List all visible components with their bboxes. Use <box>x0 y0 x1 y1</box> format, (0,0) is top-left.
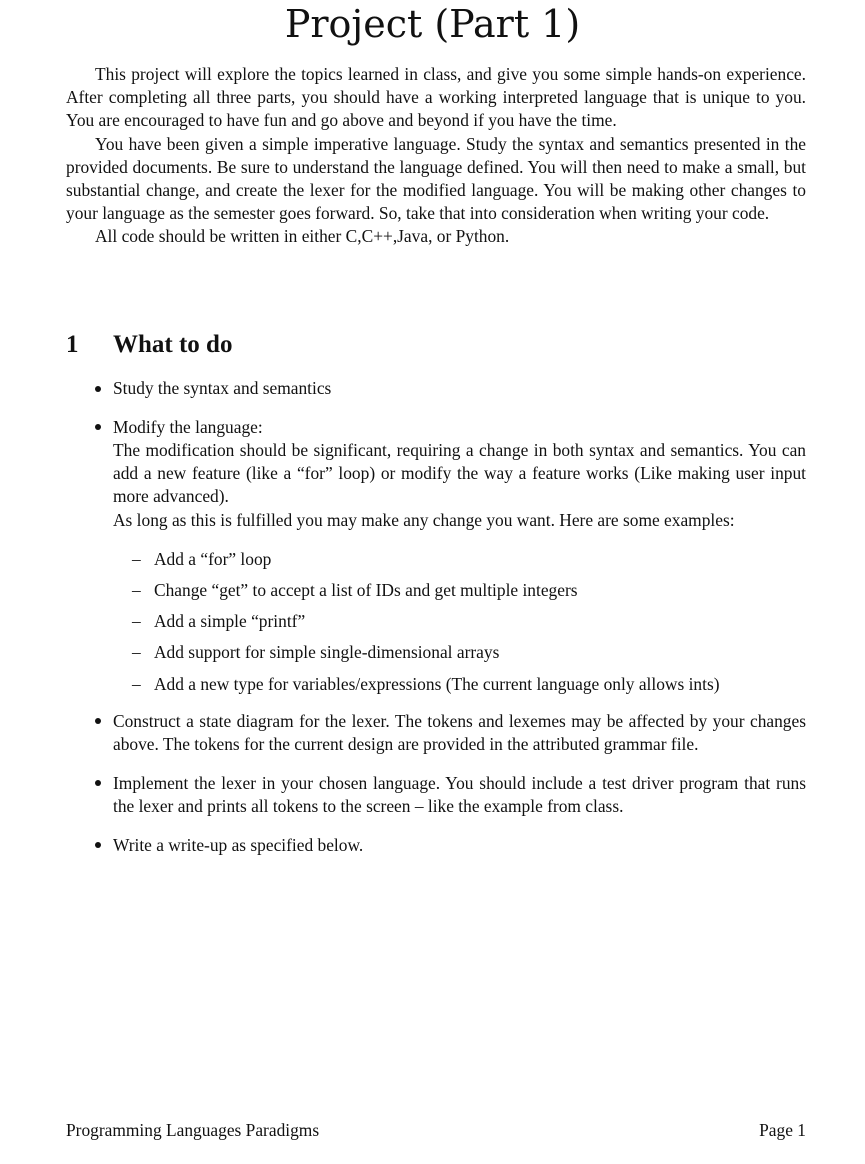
task-item-writeup <box>66 834 806 857</box>
task-item-state-diagram <box>66 710 806 756</box>
intro-section <box>66 63 806 249</box>
bullet-icon <box>93 772 103 795</box>
dash-icon: – <box>132 611 141 632</box>
task-implement-text: Implement the lexer in your chosen language. You should include a test driver program that runs the lexer and prints all tokens to the screen – like the example from class. <box>113 772 806 816</box>
example-item: – Add a “for” loop <box>113 548 806 571</box>
bullet-icon <box>93 377 103 400</box>
intro-paragraph-3: All code should be written in either C,C++,Java, or Python. <box>95 226 510 247</box>
dash-icon: – <box>132 642 141 663</box>
task-modify-note: As long as this is fulfilled you may make any change you want. Here are some examples: <box>113 509 735 530</box>
dash-icon: – <box>132 579 141 600</box>
example-item: – Add a simple “printf” <box>113 610 806 633</box>
bullet-icon <box>93 710 103 733</box>
task-item-implement <box>66 772 806 818</box>
examples-list <box>113 548 806 696</box>
dash-icon: – <box>132 673 141 694</box>
example-item: – Add support for simple single-dimensional arrays <box>113 641 806 664</box>
task-state-diagram-text: Construct a state diagram for the lexer. The tokens and lexemes may be affected by your changes above. The tokens for the current design are provided in the attributed grammar file. <box>113 710 806 754</box>
task-modify-heading: Modify the language: <box>113 416 263 437</box>
intro-paragraph-1: This project will explore the topics learned in class, and give you some simple hands-on experience. After completing all three parts, you should have a working interpreted language that is unique to you. You are encouraged to have fun and go above and beyond if you have the time. <box>66 64 806 131</box>
bullet-icon <box>93 416 103 439</box>
footer-page-number: Page 1 <box>759 1120 806 1140</box>
footer-course: Programming Languages Paradigms <box>66 1120 320 1140</box>
section-heading <box>66 328 232 362</box>
task-item-study <box>66 377 806 400</box>
task-writeup-text: Write a write-up as specified below. <box>113 834 364 855</box>
task-modify-description: The modification should be significant, requiring a change in both syntax and semantics. You can add a new feature (like a “for” loop) or modify the way a feature works (Like making user input more advanced). <box>113 439 806 507</box>
task-study-text: Study the syntax and semantics <box>113 378 332 398</box>
bullet-icon <box>93 834 103 857</box>
intro-paragraph-2: You have been given a simple imperative language. Study the syntax and semantics presented in the provided documents. Be sure to understand the language defined. You will then need to make a small, but substantial change, and create the lexer for the modified language. You will be making other changes to your language as the semester goes forward. So, take that into consideration when writing your code. <box>66 133 806 224</box>
section-title: What to do <box>113 331 233 358</box>
page-title: Project (Part 1) <box>284 2 581 46</box>
section-number: 1 <box>66 331 79 358</box>
example-item: – Add a new type for variables/expressions (The current language only allows ints) <box>113 673 806 696</box>
example-item: – Change “get” to accept a list of IDs and get multiple integers <box>113 579 806 602</box>
task-item-modify <box>66 416 806 696</box>
dash-icon: – <box>132 548 141 569</box>
task-list <box>66 377 806 872</box>
